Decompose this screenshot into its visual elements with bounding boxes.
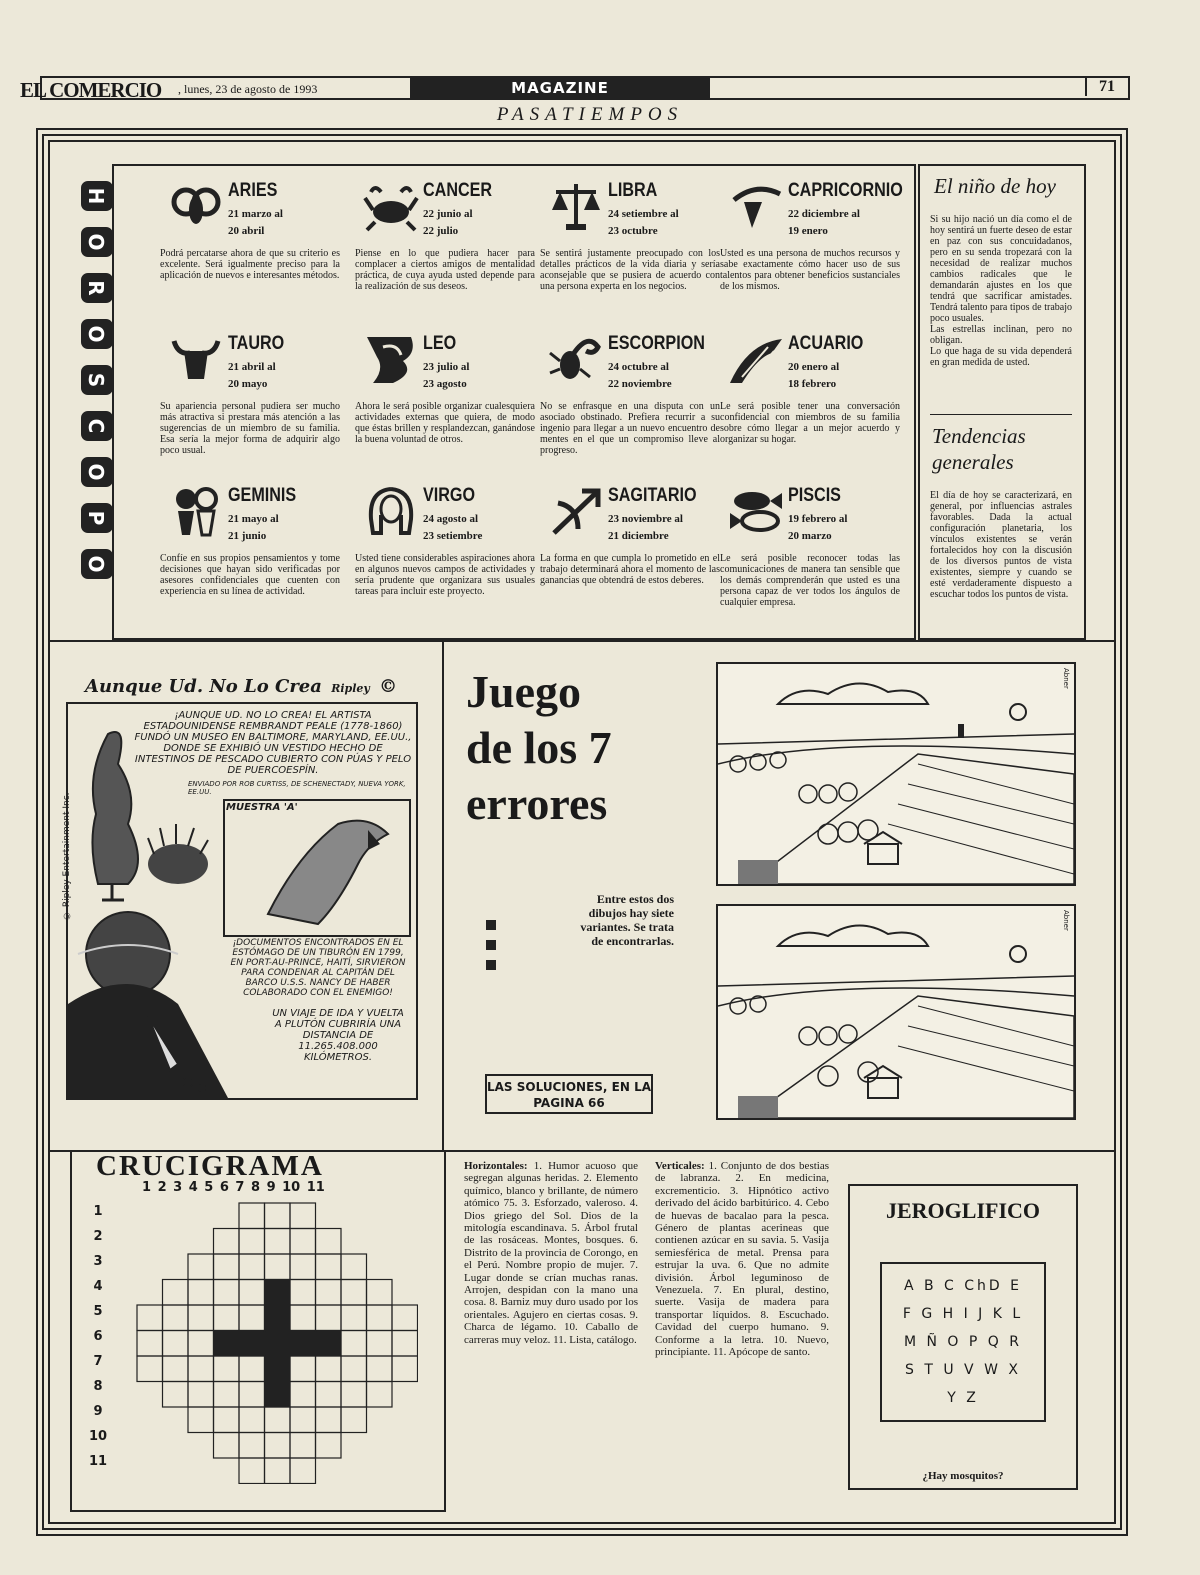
crossword-cell bbox=[392, 1305, 418, 1331]
crossword-cell bbox=[163, 1280, 189, 1306]
sign-text: Ahora le será posible organizar cualesquiera actividades externas que quiera, de modo que éstas brillen y resplandezcan, ganándose la buena voluntad de otros. bbox=[355, 401, 535, 445]
crossword-cell bbox=[316, 1305, 342, 1331]
sign-text: La forma en que cumpla lo prometido en el trabajo determinará ahora el momento de las ganancias que obtendrá de estos deberes. bbox=[540, 553, 720, 586]
crossword-cell bbox=[137, 1331, 163, 1357]
title-letter: O bbox=[81, 457, 113, 487]
masthead-date: , lunes, 23 de agosto de 1993 bbox=[178, 82, 318, 96]
ripley-sender: ENVIADO POR ROB CURTISS, DE SCHENECTADY, NUEVA YORK, EE.UU. bbox=[188, 780, 406, 796]
crossword-cell bbox=[265, 1458, 291, 1484]
sign-name: LEO bbox=[423, 333, 457, 354]
sign-name: CANCER bbox=[423, 180, 493, 201]
sign-date-start: 24 agosto al bbox=[423, 513, 478, 525]
sign-date-start: 21 abril al bbox=[228, 361, 276, 373]
row-number: 2 bbox=[93, 1229, 103, 1244]
crossword-cell bbox=[214, 1407, 240, 1433]
crossword-cell bbox=[341, 1280, 367, 1306]
crossword-cell bbox=[239, 1203, 265, 1229]
crossword-cell bbox=[214, 1254, 240, 1280]
verticales-clues bbox=[655, 1160, 829, 1359]
jeroglifico-line: M Ñ O P Q R bbox=[903, 1334, 1022, 1350]
crossword-cell bbox=[163, 1331, 189, 1357]
section-label: MAGAZINE bbox=[410, 78, 710, 98]
crossword-cell bbox=[239, 1305, 265, 1331]
crossword-cell bbox=[265, 1280, 291, 1306]
drawing-signature: Abner bbox=[1062, 910, 1070, 931]
title-letter: C bbox=[81, 411, 113, 441]
crossword-cell bbox=[188, 1331, 214, 1357]
crossword-cell bbox=[290, 1331, 316, 1357]
sign-date-end: 19 enero bbox=[788, 225, 828, 237]
archer-icon bbox=[548, 485, 604, 537]
sign-name: VIRGO bbox=[423, 485, 476, 506]
sign-name: ESCORPION bbox=[608, 333, 705, 354]
crossword-cell bbox=[188, 1356, 214, 1382]
scales-icon bbox=[548, 180, 604, 232]
ripley-title bbox=[85, 676, 397, 697]
nino-text bbox=[930, 214, 1072, 368]
ripley-muestra: MUESTRA 'A' bbox=[226, 802, 298, 813]
sign-text: Su apariencia personal pudiera ser mucho más atractiva si prestara más atención a las sugerencias de un miembro de su familia. Esa sería la mejor forma de adquirir algo poco usual. bbox=[160, 401, 340, 456]
landscape-drawing bbox=[718, 906, 1074, 1118]
crossword-cell bbox=[290, 1433, 316, 1459]
crossword-cell bbox=[316, 1254, 342, 1280]
crossword-cell bbox=[316, 1229, 342, 1255]
newspaper-logo: EL COMERCIO bbox=[20, 78, 162, 102]
nino-paragraph-2: Las estrellas inclinan, pero no obligan. bbox=[930, 324, 1072, 346]
nino-paragraph-3: Lo que haga de su vida dependerá en gran medida de usted. bbox=[930, 346, 1072, 368]
row-number: 7 bbox=[93, 1354, 103, 1369]
crossword-cell bbox=[265, 1382, 291, 1408]
sign-date-end: 22 julio bbox=[423, 225, 459, 237]
crossword-title: CRUCIGRAMA bbox=[96, 1150, 324, 1182]
sign-date-end: 23 setiembre bbox=[423, 530, 483, 542]
crossword-cell bbox=[163, 1356, 189, 1382]
crossword-cell bbox=[265, 1229, 291, 1255]
crossword-cell bbox=[367, 1305, 393, 1331]
row-number: 10 bbox=[88, 1429, 108, 1444]
crossword-cell bbox=[341, 1356, 367, 1382]
sign-date-start: 22 junio al bbox=[423, 208, 473, 220]
sign-date-start: 23 noviembre al bbox=[608, 513, 683, 525]
sign-date-end: 18 febrero bbox=[788, 378, 837, 390]
horoscope-vertical-title bbox=[74, 180, 114, 600]
crossword-cell bbox=[265, 1407, 291, 1433]
sign-date-end: 23 agosto bbox=[423, 378, 467, 390]
sign-date-end: 20 marzo bbox=[788, 530, 832, 542]
sign-date-end: 20 mayo bbox=[228, 378, 268, 390]
horizontales-text: 1. Humor acuoso que segregan algunas heridas. 2. Elemento químico, blanco y brillante, de número atómico 75. 3. Esforzado, valeroso. 4. Dios griego del Sol. Dios de la mitología escandinava. 5. Árbol frutal de las rosáceas. Montes, bosques. 6. Distrito de la provincia de Corongo, en el Perú. Nombre propio de mujer. 7. Lugar donde se crían muchas ranas. Arrojen, despidan con la mano una cosa. 8. Barniz muy duro usado por los orientales. Agujero en ciertas cosas. 9. Charca de légamo. 10. Caballo de carreras muy veloz. 11. Lista, catálogo. bbox=[464, 1160, 639, 1346]
crossword-cell bbox=[367, 1382, 393, 1408]
crossword-cell bbox=[341, 1407, 367, 1433]
sign-name: TAURO bbox=[228, 333, 285, 354]
sign-text: Confíe en sus propios pensamientos y tome decisiones que hayan sido verificadas por asesores confidenciales que cuenten con experiencia en su línea de actividad. bbox=[160, 553, 340, 597]
nino-title: El niño de hoy bbox=[934, 174, 1056, 198]
crossword-cell bbox=[239, 1254, 265, 1280]
crossword-column-numbers: 1 2 3 4 5 6 7 8 9 10 11 bbox=[142, 1180, 325, 1195]
sign-date-start: 21 marzo al bbox=[228, 208, 283, 220]
jeroglifico-question: ¿Hay mosquitos? bbox=[922, 1470, 1004, 1482]
crab-icon bbox=[363, 180, 419, 232]
crossword-cell bbox=[214, 1382, 240, 1408]
crossword-cell bbox=[239, 1407, 265, 1433]
jeroglifico-line: S T U V W X bbox=[905, 1362, 1021, 1378]
tendencias-title-line1: Tendencias bbox=[932, 424, 1026, 448]
crossword-cell bbox=[188, 1280, 214, 1306]
crossword-cell bbox=[290, 1203, 316, 1229]
crossword-cell bbox=[214, 1433, 240, 1459]
bullet bbox=[486, 960, 496, 970]
sign-text: Usted es una persona de muchos recursos y sabe exactamente cómo hacer uso de sus talentos para obtener beneficios sustanciales de los mismos. bbox=[720, 248, 900, 292]
crossword-cell bbox=[290, 1382, 316, 1408]
drawing-signature: Abner bbox=[1062, 668, 1070, 689]
sign-name: PISCIS bbox=[788, 485, 841, 506]
column-divider bbox=[442, 640, 444, 1150]
juego-title-line2: de los 7 bbox=[466, 722, 612, 773]
fish-icon bbox=[728, 485, 784, 537]
crossword-cell bbox=[214, 1305, 240, 1331]
crossword-cell bbox=[290, 1407, 316, 1433]
crossword-cell bbox=[316, 1356, 342, 1382]
crossword-cell bbox=[316, 1331, 342, 1357]
row-number: 1 bbox=[93, 1204, 103, 1219]
jeroglifico-title: JEROGLIFICO bbox=[885, 1198, 1041, 1223]
row-number: 11 bbox=[88, 1454, 108, 1469]
crossword-cell bbox=[341, 1254, 367, 1280]
verticales-text: 1. Conjunto de dos bestias de labranza. 2. En medicina, excrementicio. 3. Hipnótico activo derivado del ácido barbitúrico. 4. Cebo de huevas de bacalao para la pesca. Género de plantas acerineas que contienen azúcar en su savia. 5. Vasija semiesférica de metal. Prensa para estrujar la uva. 6. Que no admite división. Árbol leguminoso de Venezuela. 7. En plural, destino, suerte. Vasija de madera para transportar líquidos. 8. Escuchado. Cavidad del cuerpo humano. 9. Conforme a la letra. 10. Nuevo, principiante. 11. Apócope de santo. bbox=[655, 1160, 829, 1359]
jeroglifico-line: Y Z bbox=[947, 1390, 979, 1406]
sign-text: Usted tiene considerables aspiraciones ahora en algunos nuevos campos de actividades y sería prudente que organizara sus usuales tareas para incluir este proyecto. bbox=[355, 553, 535, 597]
juego-title bbox=[466, 664, 706, 832]
crossword-cell bbox=[316, 1382, 342, 1408]
row-number: 9 bbox=[93, 1404, 103, 1419]
crossword-cell bbox=[214, 1331, 240, 1357]
crossword-cell bbox=[290, 1280, 316, 1306]
ripley-caption-2: ¡DOCUMENTOS ENCONTRADOS EN EL ESTÓMAGO DE UN TIBURÓN EN 1799, EN PORT-AU-PRINCE, HAITÍ, SIRVIERON PARA CONDENAR AL CAPITÁN DEL BARCO U.S.S. NANCY DE HABER COLABORADO CON EL ENEMIGO! bbox=[230, 938, 406, 998]
crossword-cell bbox=[367, 1331, 393, 1357]
crossword-cell bbox=[316, 1407, 342, 1433]
crossword-cell bbox=[239, 1331, 265, 1357]
sign-date-end: 22 noviembre bbox=[608, 378, 672, 390]
landscape-drawing bbox=[718, 664, 1074, 884]
lion-icon bbox=[363, 333, 419, 385]
sign-date-start: 24 setiembre al bbox=[608, 208, 679, 220]
tendencias-text: El día de hoy se caracterizará, en general, por influencias astrales favorables. Dada la actual configuración planetaria, los vínculos existentes se verán fortalecidos hoy con la discusión de los diversos puntos de vista existentes, siempre y cuando se esté verdaderamente dispuesto a escuchar todos los puntos de vista. bbox=[930, 490, 1072, 600]
title-letter: O bbox=[81, 549, 113, 579]
sign-text: Le será posible tener una conversación confidencial con miembros de su familia sobre cómo llegar a un mejor acuerdo y organizar su hogar. bbox=[720, 401, 900, 445]
nino-paragraph: Si su hijo nació un día como el de hoy sentirá un fuerte deseo de estar en paz con sus concuidadanos, pero en su senda tropezará con la necesidad de realizar muchos cambios radicales que le demandarán ajustes en los que tendrá que sacrificar amistades. Tendrá talento para tipos de trabajo poco usuales. bbox=[930, 214, 1072, 324]
row-number: 4 bbox=[93, 1279, 103, 1294]
crossword-cell bbox=[290, 1305, 316, 1331]
crossword-cell bbox=[137, 1305, 163, 1331]
crossword-cell bbox=[265, 1331, 291, 1357]
crossword-cell bbox=[265, 1305, 291, 1331]
crossword-cell bbox=[214, 1229, 240, 1255]
sign-name: SAGITARIO bbox=[608, 485, 697, 506]
sign-text: Le será posible reconocer todas las comunicaciones de manera tan sensible que los demás comprenderán que usted es una persona capaz de ver todos los ángulos de cualquier empresa. bbox=[720, 553, 900, 608]
verticales-label: Verticales: bbox=[655, 1160, 705, 1172]
juego-title-line1: Juego bbox=[466, 666, 581, 717]
crossword-cell bbox=[239, 1382, 265, 1408]
crossword-cell bbox=[341, 1382, 367, 1408]
row-number: 8 bbox=[93, 1379, 103, 1394]
virgin-icon bbox=[363, 485, 419, 537]
section-divider bbox=[48, 640, 1116, 642]
crossword-cell bbox=[163, 1305, 189, 1331]
crossword-cell bbox=[214, 1280, 240, 1306]
crossword-cell bbox=[239, 1356, 265, 1382]
sign-text: Podrá percatarse ahora de que su criterio es excelente. Será igualmente preciso para la aplicación de nuevos e interesantes métodos. bbox=[160, 248, 340, 281]
crossword-cell bbox=[290, 1356, 316, 1382]
twins-icon bbox=[168, 485, 224, 537]
horizontales-clues bbox=[464, 1160, 638, 1346]
sign-date-end: 21 diciembre bbox=[608, 530, 669, 542]
crossword-cell bbox=[392, 1331, 418, 1357]
crossword-cell bbox=[239, 1458, 265, 1484]
ripley-caption-1: ¡AUNQUE UD. NO LO CREA! EL ARTISTA ESTADOUNIDENSE REMBRANDT PEALE (1778-1860) FUNDÓ UN MUSEO EN BALTIMORE, MARYLAND, EE.UU., DONDE SE EXHIBIÓ UN VESTIDO HECHO DE INTESTINOS DE PESCADO CUBIERTO CON PÚAS Y PELO DE PUERCOESPÍN. bbox=[134, 710, 412, 776]
copyright-symbol: © bbox=[379, 676, 398, 697]
goat-icon bbox=[728, 180, 784, 232]
sign-text: Se sentirá justamente preocupado con los detalles prácticos de la vida diaria y sería aconsejable que se pusiera de acuerdo con una persona experta en los negocios. bbox=[540, 248, 720, 292]
crossword-cell bbox=[188, 1407, 214, 1433]
row-number: 3 bbox=[93, 1254, 103, 1269]
crossword-cell bbox=[316, 1433, 342, 1459]
ripley-caption-3: UN VIAJE DE IDA Y VUELTA A PLUTÓN CUBRIRÍA UNA DISTANCIA DE 11.265.408.000 KILÓMETROS. bbox=[272, 1008, 404, 1063]
bullet bbox=[486, 940, 496, 950]
row-number: 6 bbox=[93, 1329, 103, 1344]
crossword-cell bbox=[239, 1280, 265, 1306]
title-letter: H bbox=[81, 181, 113, 211]
crossword-cell bbox=[239, 1433, 265, 1459]
juego-title-line3: errores bbox=[466, 778, 608, 829]
crossword-cell bbox=[188, 1305, 214, 1331]
solutions-note: LAS SOLUCIONES, EN LA PAGINA 66 bbox=[485, 1074, 653, 1114]
crossword-grid bbox=[136, 1202, 418, 1484]
sign-date-start: 22 diciembre al bbox=[788, 208, 860, 220]
title-letter: P bbox=[81, 503, 113, 533]
crossword-cell bbox=[367, 1280, 393, 1306]
crossword-cell bbox=[188, 1382, 214, 1408]
crossword-cell bbox=[188, 1254, 214, 1280]
sign-date-end: 23 octubre bbox=[608, 225, 658, 237]
crossword-cell bbox=[265, 1356, 291, 1382]
crossword-cell bbox=[392, 1356, 418, 1382]
crossword-cell bbox=[290, 1254, 316, 1280]
crossword-cell bbox=[341, 1331, 367, 1357]
crossword-cell bbox=[137, 1356, 163, 1382]
title-letter: R bbox=[81, 273, 113, 303]
crossword-cell bbox=[265, 1433, 291, 1459]
ripley-title-text: Aunque Ud. No Lo Crea bbox=[85, 676, 322, 697]
sign-name: GEMINIS bbox=[228, 485, 297, 506]
divider bbox=[930, 414, 1072, 415]
sign-date-start: 20 enero al bbox=[788, 361, 840, 373]
crossword-cell bbox=[265, 1254, 291, 1280]
sign-name: ACUARIO bbox=[788, 333, 864, 354]
sign-text: Piense en lo que pudiera hacer para complacer a ciertos amigos de mentalidad práctica, de cuya ayuda usted depende para la realización de sus deseos. bbox=[355, 248, 535, 292]
crossword-cell bbox=[290, 1229, 316, 1255]
crossword-cell bbox=[239, 1229, 265, 1255]
ripley-cartoon bbox=[66, 702, 418, 1100]
sign-text: No se enfrasque en una disputa con un asociado obstinado. Prefiera recurrir a su ingenio para llegar a un nuevo encuentro de mentes en el que un compromiso lleve al progreso. bbox=[540, 401, 720, 456]
ripley-brand: Ripley bbox=[331, 682, 370, 695]
drawing-a bbox=[716, 662, 1076, 886]
sign-name: CAPRICORNIO bbox=[788, 180, 903, 201]
ripley-credit: © Ripley Entertainment Inc. bbox=[62, 792, 72, 920]
sign-date-start: 24 octubre al bbox=[608, 361, 669, 373]
ram-icon bbox=[168, 180, 224, 232]
crossword-cell bbox=[214, 1356, 240, 1382]
crossword-cell bbox=[341, 1305, 367, 1331]
title-letter: O bbox=[81, 227, 113, 257]
row-number: 5 bbox=[93, 1304, 103, 1319]
horizontales-label: Horizontales: bbox=[464, 1160, 528, 1172]
jeroglifico-line: A B C ChD E bbox=[903, 1278, 1023, 1294]
drawing-b bbox=[716, 904, 1076, 1120]
bull-icon bbox=[168, 333, 224, 385]
page-title: PASATIEMPOS bbox=[496, 104, 684, 125]
title-letter: O bbox=[81, 319, 113, 349]
sign-name: ARIES bbox=[228, 180, 278, 201]
sign-date-end: 21 junio bbox=[228, 530, 267, 542]
crossword-cell bbox=[163, 1382, 189, 1408]
scorpion-icon bbox=[548, 333, 604, 385]
water-bearer-icon bbox=[728, 333, 784, 385]
sign-date-start: 23 julio al bbox=[423, 361, 470, 373]
sign-date-end: 20 abril bbox=[228, 225, 265, 237]
tendencias-title-line2: generales bbox=[932, 450, 1014, 474]
bullet bbox=[486, 920, 496, 930]
crossword-cell bbox=[367, 1356, 393, 1382]
crossword-cell bbox=[265, 1203, 291, 1229]
title-letter: S bbox=[81, 365, 113, 395]
sign-date-start: 19 febrero al bbox=[788, 513, 848, 525]
crossword-cell bbox=[290, 1458, 316, 1484]
jeroglifico-line: F G H I J K L bbox=[902, 1306, 1024, 1322]
sign-name: LIBRA bbox=[608, 180, 658, 201]
sign-date-start: 21 mayo al bbox=[228, 513, 279, 525]
page-number: 71 bbox=[1085, 78, 1127, 96]
crossword-cell bbox=[316, 1280, 342, 1306]
juego-instructions: Entre estos dos dibujos hay siete variantes. Se trata de encontrarlas. bbox=[580, 892, 674, 948]
